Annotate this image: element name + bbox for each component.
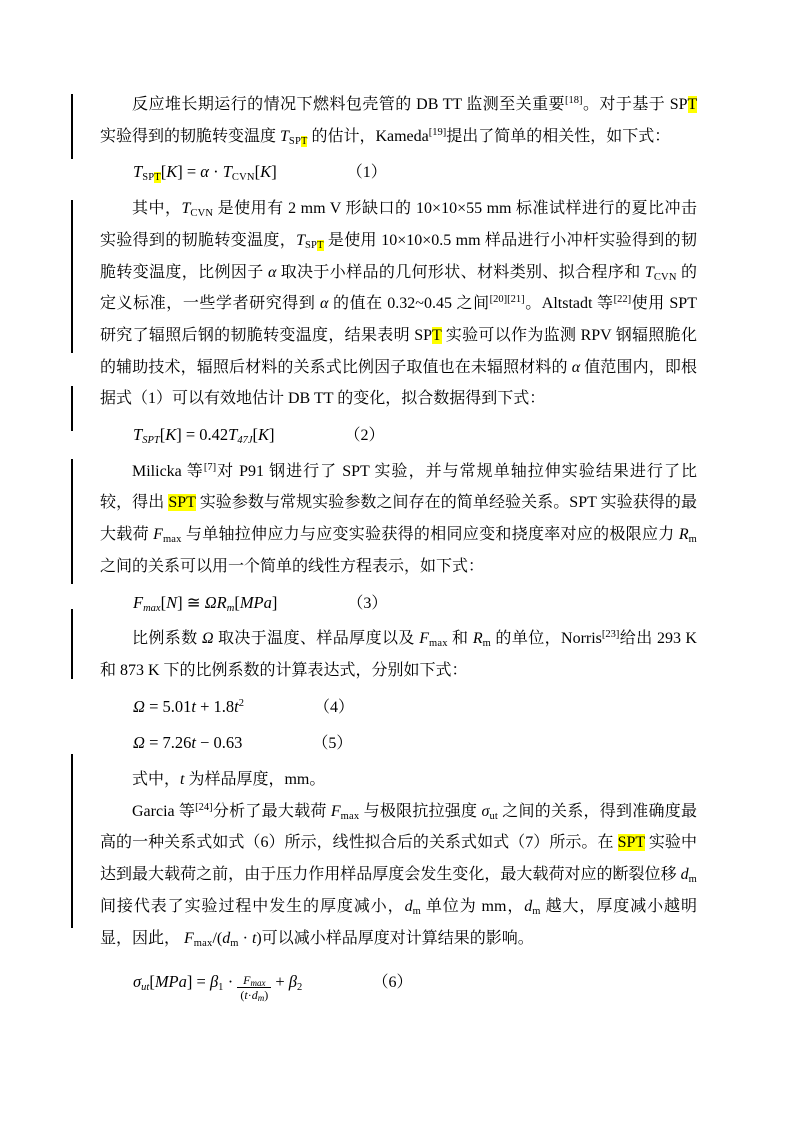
formula-5: Ω = 7.26t − 0.63 （5） xyxy=(133,733,353,753)
formula-4: $\Omega = 5.01t + 1.8t^2$ （4） xyxy=(133,696,355,716)
change-bar xyxy=(71,754,73,928)
equation-number: （3） xyxy=(347,594,388,612)
highlighted-text: T xyxy=(687,96,697,113)
highlighted-text: SPT xyxy=(168,494,196,512)
paragraph-2: 其中，TCVN 是使用有 2 mm V 形缺口的 10×10×55 mm 标准试样进行的夏比冲击实验得到的韧脆转变温度，TSPT 是使用 10×10×0.5 mm 样品进行小冲杆实验得到的韧脆转变温度，比例因子 α 取决于小样品的几何形状、材料类别、拟合程序和 TCVN 的定义标准，一些学者研究得到 α 的值在 0.32~0.45 之间[20][21]。Altstadt 等[22]使用 SPT 研究了辐照后钢的韧脆转变温度，结果表明 SPT 实验可以作为监测 RPV 钢辐照脆化的辅助技术，辐照后材料的关系式比例因子取值也在未辐照材料的 α 值范围内，即根据式（1）可以有效地估计 DB TT 的变化，拟合数据得到下式： xyxy=(100,200,697,408)
equation-number: （1） xyxy=(346,164,387,182)
paragraph-4: 比例系数 Ω 取决于温度、样品厚度以及 Fmax 和 Rm 的单位，Norris[23]给出 293 K 和 873 K 下的比例系数的计算表达式，分别如下式： xyxy=(100,629,697,679)
highlighted-text: SPT xyxy=(617,834,645,852)
formula-1: TSPT[K] = α · TCVN[K] （1） xyxy=(133,162,387,184)
equation-number: （4） xyxy=(314,698,355,716)
change-bar xyxy=(71,609,73,679)
change-bar xyxy=(71,459,73,584)
change-bar xyxy=(71,386,73,431)
formula-6: σut[MPa] = β1 · $\frac{Fmax}{(t\cdot dm)}$ + β2 （6） xyxy=(133,972,413,1004)
paragraph-6: Garcia 等[24]分析了最大载荷 Fmax 与极限抗拉强度 σut 之间的关系，得到准确度最高的一种关系式如式（6）所示，线性拟合后的关系式如式（7）所示。在 SPT 实验中达到最大载荷之前，由于压力作用样品厚度会发生变化，最大载荷对应的断裂位移 dm 间接代表了实验过程中发生的厚度减小，dm 单位为 mm，dm 越大，厚度减小越明显，因此， Fmax/(dm · t)可以减小样品厚度对计算结果的影响。 xyxy=(100,801,697,949)
document-body xyxy=(100,89,697,1007)
equation-number: （2） xyxy=(344,427,385,445)
formula-3: Fmax[N] ≅ ΩRm[MPa] （3） xyxy=(133,592,388,614)
paragraph-1: 反应堆长期运行的情况下燃料包壳管的 DB TT 监测至关重要[18]。对于基于 SPT 实验得到的韧脆转变温度 TSPT 的估计，Kameda[19]提出了简单的相关性，如下式： xyxy=(100,95,697,147)
change-bar xyxy=(71,200,73,353)
change-bar xyxy=(71,94,73,159)
paragraph-3: Milicka 等[7]对 P91 钢进行了 SPT 实验，并与常规单轴拉伸实验结果进行了比较，得出 SPT 实验参数与常规实验参数之间存在的简单经验关系。SPT 实验获得的最大载荷 Fmax 与单轴拉伸应力与应变实验获得的相同应变和挠度率对应的极限应力 Rm 之间的关系可以用一个简单的线性方程表示，如下式： xyxy=(100,461,697,575)
highlighted-text: T xyxy=(317,239,324,251)
equation-number: （6） xyxy=(372,974,413,992)
formula-2: TSPT[K] = 0.42T47J[K] （2） xyxy=(133,425,385,447)
highlighted-text: T xyxy=(301,135,308,147)
highlighted-text: T xyxy=(432,326,442,344)
fraction: $\frac{Fmax}{(t\cdot dm)}$ xyxy=(237,973,271,1003)
paragraph-5: 式中，t 为样品厚度，mm。 xyxy=(132,771,326,789)
highlighted-text: T xyxy=(154,172,161,184)
equation-number: （5） xyxy=(312,735,353,753)
